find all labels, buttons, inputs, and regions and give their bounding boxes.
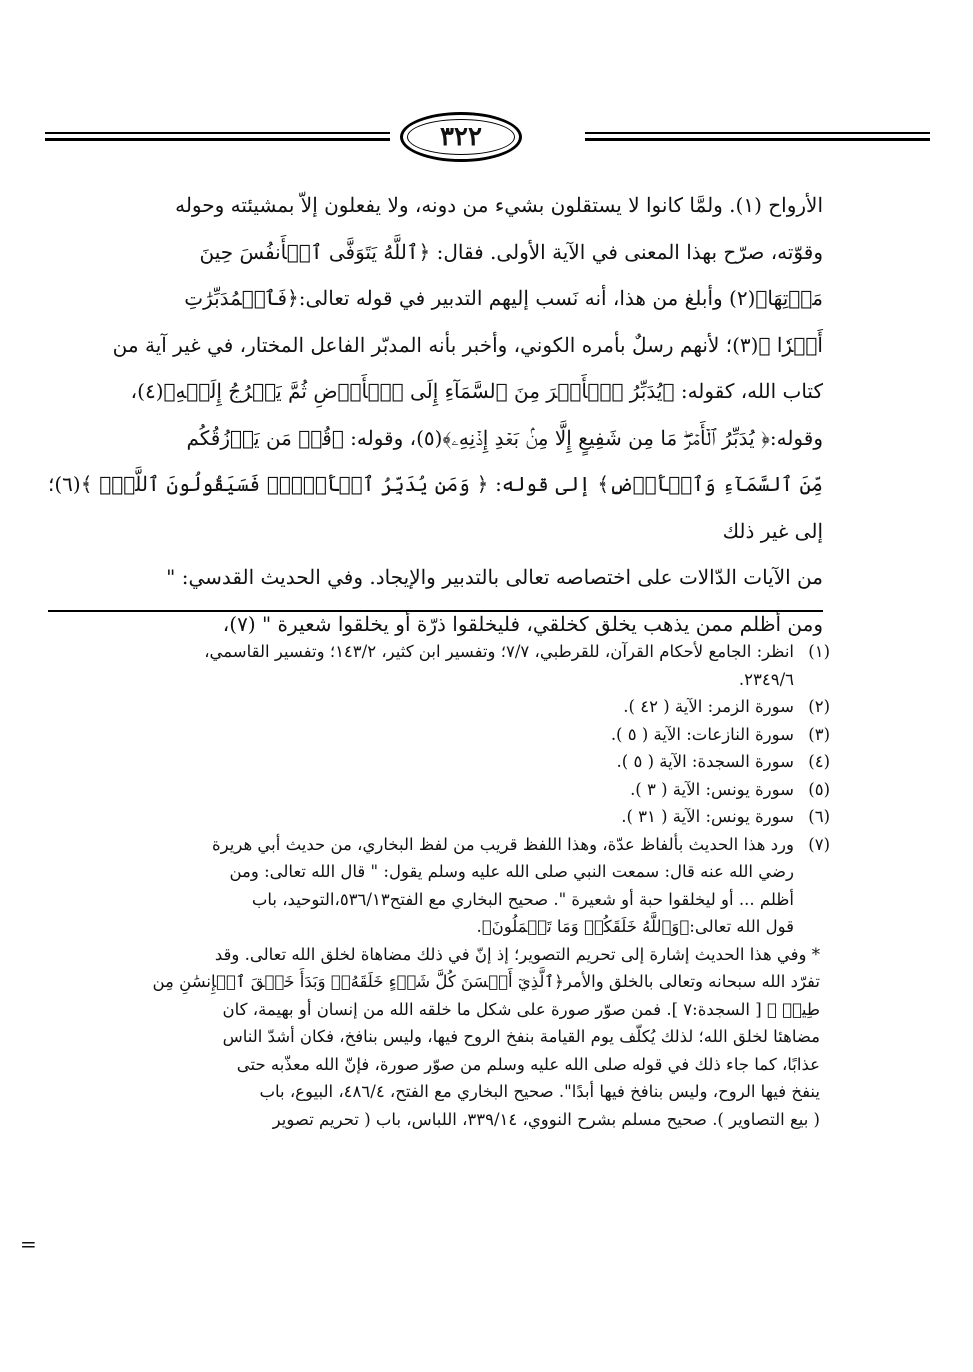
footnote-number: (٦) [808,807,830,826]
extra-note-line: تفرّد الله سبحانه وتعالى بالخلق والأمر﴿ٱلَّذِيٓ أَحۡسَنَ كُلَّ شَيۡءٍ خَلَقَهُۥۖ وَبَدَأَ خَلۡقَ ٱلۡإِنسَٰنِ مِن [152,972,820,991]
header-rule-right-thick [585,138,930,141]
main-text [48,182,823,647]
footnote-line: سورة الزمر: الآية ( ٤٢ ). [623,697,794,716]
body-line: الأرواح (١). ولمَّا كانوا لا يستقلون بشيء من دونه، ولا يفعلون إلاّ بمشيئته وحوله [175,193,823,217]
footnote-2 [40,693,830,721]
body-line: وقوله:﴿ يُدَبِّرُ ٱلۡأَمۡرَۖ مَا مِن شَفِيعٍ إِلَّا مِنۢ بَعۡدِ إِذۡنِهِۦ﴾(٥)، وقوله: ﴿قُلۡ مَن يَرۡزُقُكُم [186,425,823,450]
footnote-line: سورة يونس: الآية ( ٣ ). [630,779,794,799]
footnote-line: ٢٣٤٩/٦. [738,669,794,689]
footnote-number: (١) [808,642,830,661]
header-rule-right [585,132,930,134]
body-line: مَوۡتِهَا﴾(٢) وأبلغ من هذا، أنه نَسب إليهم التدبير في قوله تعالى:﴿فَٱلۡمُدَبِّرَٰتِ [184,286,823,310]
body-line: أَمۡرٗا ﴾(٣)؛ لأنهم رسلٌ بأمره الكوني، وأخبر بأنه المدبّر الفاعل المختار، في غير آية من [112,332,823,357]
footnote-line: قول الله تعالى:﴿وَٱللَّهُ خَلَقَكُمۡ وَمَا تَعۡمَلُونَ﴾. [476,917,794,936]
footnote-7 [40,831,830,941]
extra-note-line: مضاهئا لخلق الله؛ لذلك يُكلّف يوم القيامة بنفخ الروح فيها، وليس بنافخ، فكان أشدّ الناس [222,1027,820,1046]
continuation-mark: = [20,1232,37,1256]
footnote-number: (٣) [808,724,830,744]
footnote-3 [40,721,830,749]
footnote-separator [48,610,823,612]
footnote-line: أظلم ... أو ليخلقوا حبة أو شعيرة ". صحيح البخاري مع الفتح٥٣٦/١٣،التوحيد، باب [251,889,794,909]
header-rule-left-thick [45,138,390,141]
body-line: وقوّته، صرّح بهذا المعنى في الآية الأولى. فقال: ﴿ٱللَّهُ يَتَوَفَّى ٱلۡأَنفُسَ حِينَ [199,239,823,264]
footnote-line: ورد هذا الحديث بألفاظ عدّة، وهذا اللفظ قريب من لفظ البخاري، من حديث أبي هريرة [212,834,794,854]
footnote-4 [40,748,830,776]
footnote-number: (٧) [808,834,830,854]
extra-note [40,941,830,1134]
footnote-line: سورة السجدة: الآية ( ٥ ). [616,752,794,771]
page-number-frame [400,112,522,162]
body-line: كتاب الله، كقوله: ﴿يُدَبِّرُ ٱلۡأَمۡرَ مِنَ ٱلسَّمَآءِ إِلَى ٱلۡأَرۡضِ ثُمَّ يَعۡرُجُ إِلَيۡهِ﴾(٤)، [130,379,823,403]
footnote-line: سورة يونس: الآية ( ٣١ ). [621,807,794,826]
footnote-5 [40,776,830,804]
page-header [45,108,930,168]
body-line: من الآيات الدّالات على اختصاصه تعالى بالتدبير والإيجاد. وفي الحديث القدسي: " [166,565,823,589]
extra-note-line: ( بيع التصاوير ). صحيح مسلم بشرح النووي، ٣٣٩/١٤، اللباس، باب ( تحريم تصوير [272,1109,820,1129]
body-line: ومن أظلم ممن يذهب يخلق كخلقي، فليخلقوا ذرّة أو يخلقوا شعيرة " (٧)، [222,611,823,636]
header-rule-left [45,132,390,134]
extra-note-line: طِينٖ ﴾ [ السجدة:٧ ]. فمن صوّر صورة على شكل ما خلقه الله من إنسان أو بهيمة، كان [222,999,820,1019]
footnote-1 [40,638,830,693]
extra-note-line: عذابًا، كما جاء ذلك في قوله صلى الله عليه وسلم من صوّر صورة، فإنّ الله معذّبه حتى [236,1054,820,1074]
page-number: ٣٢٢ [440,122,482,152]
body-line: مِّنَ ٱلسَّمَآءِ وَٱلۡأَرۡضِ﴾ إلى قوله: ﴿ وَمَن يُدَبِّرُ ٱلۡأَمۡرَۚ فَسَيَقُولُونَ ٱللَّهُۚ ﴾(٦)؛ إلى غير ذلك [48,472,823,543]
footnote-line: رضي الله عنه قال: سمعت النبي صلى الله عليه وسلم يقول: " قال الله تعالى: ومن [229,862,794,881]
footnote-6 [40,803,830,831]
extra-note-line: ينفخ فيها الروح، وليس بنافخ فيها أبدًا". صحيح البخاري مع الفتح، ٤٨٦/٤، البيوع، باب [259,1082,820,1101]
footnote-number: (٤) [808,752,830,771]
footnote-number: (٢) [808,697,830,716]
footnote-line: انظر: الجامع لأحكام القرآن، للقرطبي، ٧/٧؛ وتفسير ابن كثير، ١٤٣/٢؛ وتفسير القاسمي، [204,642,794,661]
footnote-line: سورة النازعات: الآية ( ٥ ). [610,724,794,744]
extra-note-line: * وفي هذا الحديث إشارة إلى تحريم التصوير؛ إذ إنّ في ذلك مضاهاة لخلق الله تعالى. وقد [214,944,820,964]
footnotes [40,638,830,1133]
footnote-number: (٥) [808,779,830,799]
